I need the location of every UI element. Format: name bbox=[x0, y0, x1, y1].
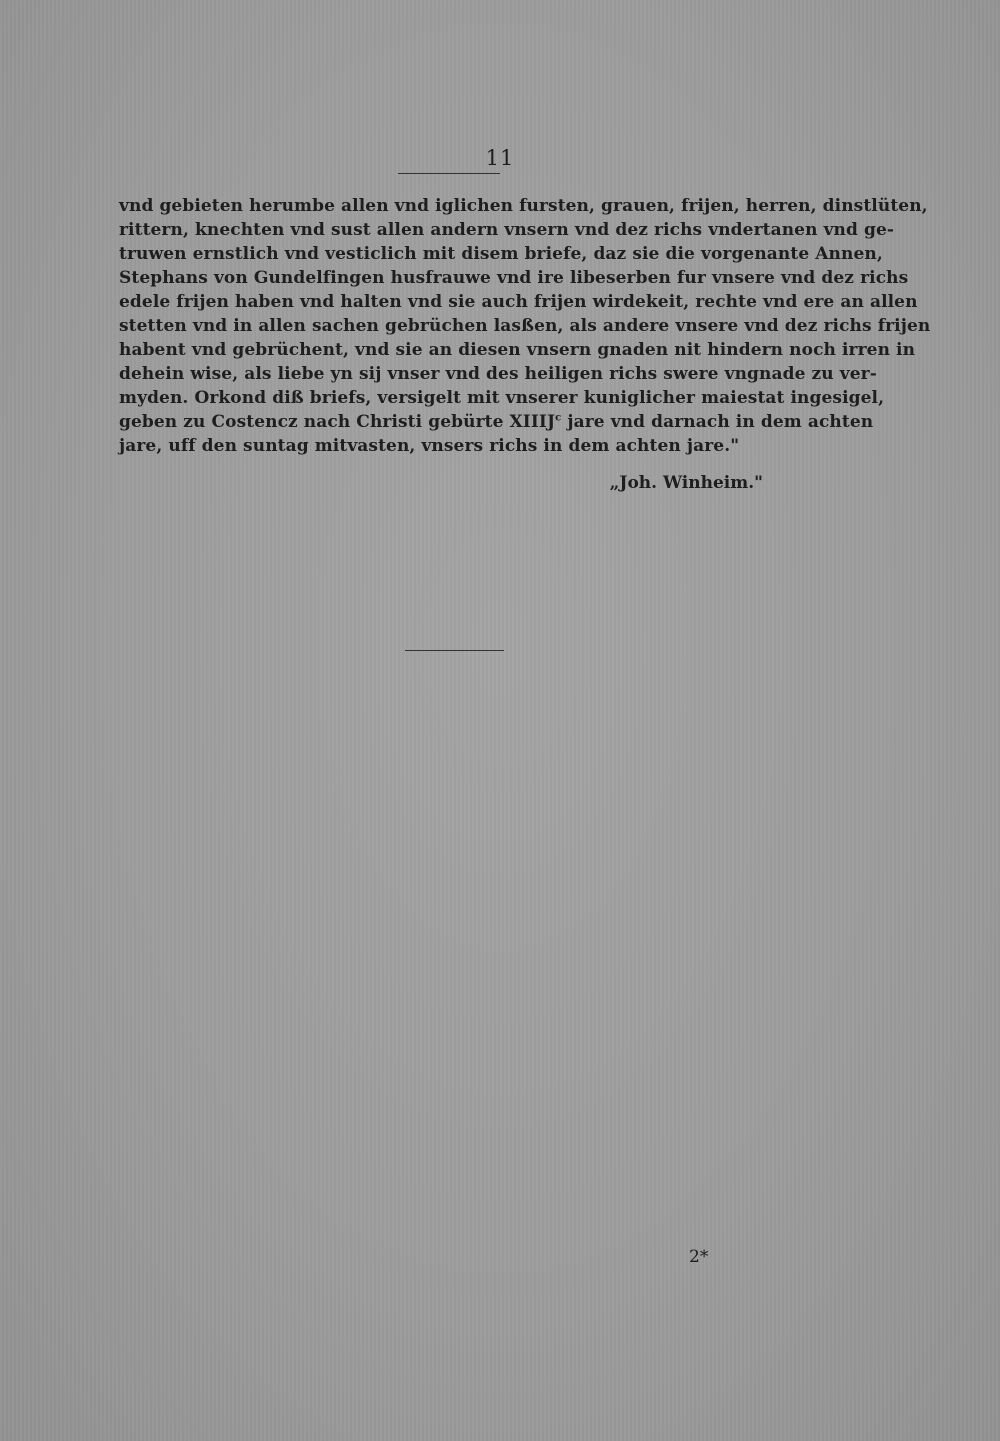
text-line-9: myden. Orkond diß briefs, versigelt mit vnserer kuniglicher maiestat ingesigel, bbox=[119, 388, 885, 408]
text-line-3: truwen ernstlich vnd vesticlich mit disem briefe, daz sie die vorgenante Annen, bbox=[119, 244, 883, 264]
header-rule bbox=[398, 173, 500, 174]
section-end-rule bbox=[405, 650, 504, 651]
text-line-5: edele frijen haben vnd halten vnd sie auch frijen wirdekeit, rechte vnd ere an allen bbox=[119, 292, 918, 312]
text-line-8: dehein wise, als liebe yn sij vnser vnd des heiligen richs swere vngnade zu ver- bbox=[119, 364, 877, 384]
signature: „Joh. Winheim." bbox=[609, 473, 763, 493]
text-line-4: Stephans von Gundelfingen husfrauwe vnd ire libeserben fur vnsere vnd dez richs bbox=[119, 268, 909, 288]
text-line-10-start: geben zu Costencz nach Christi gebürte XIIIJ bbox=[119, 412, 556, 432]
page-number: 11 bbox=[485, 146, 515, 170]
sheet-signature-mark: 2* bbox=[689, 1247, 709, 1267]
text-line-11: jare, uff den suntag mitvasten, vnsers richs in dem achten jare." bbox=[119, 436, 740, 456]
text-line-1: vnd gebieten herumbe allen vnd iglichen fursten, grauen, frijen, herren, dinstlüten, bbox=[119, 196, 928, 216]
text-line-7: habent vnd gebrüchent, vnd sie an diesen vnsern gnaden nit hindern noch irren in bbox=[119, 340, 916, 360]
text-line-6: stetten vnd in allen sachen gebrüchen lasßen, als andere vnsere vnd dez richs frijen bbox=[119, 316, 931, 336]
superscript-c: c bbox=[555, 412, 562, 424]
body-text bbox=[119, 194, 931, 458]
text-line-10-end: jare vnd darnach in dem achten bbox=[561, 412, 874, 432]
text-line-2: rittern, knechten vnd sust allen andern vnsern vnd dez richs vndertanen vnd ge- bbox=[119, 220, 895, 240]
text-line-10 bbox=[119, 410, 874, 434]
